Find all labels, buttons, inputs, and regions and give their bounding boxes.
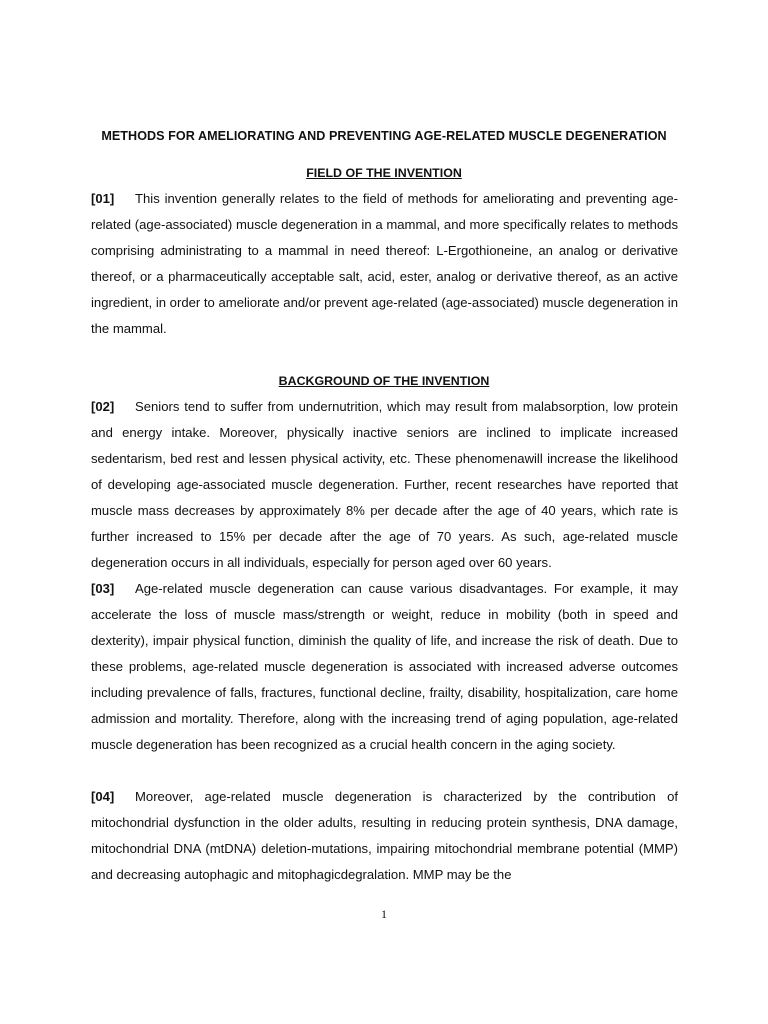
section-heading-field: FIELD OF THE INVENTION [306,166,462,180]
paragraph-text: Seniors tend to suffer from undernutrition, which may result from malabsorption, low protein and energy intake. Moreover, physically inactive seniors are inclined to implicate increased sedentarism, bed rest and lessen physical activity, etc. These phenomenawill increase the likelihood of developing age-associated muscle degeneration. Further, recent researches have reported that muscle mass decreases by approximately 8% per decade after the age of 40 years, which rate is further increased to 15% per decade after the age of 70 years. As such, age-related muscle degeneration occurs in all individuals, especially for person aged over 60 years. [91,399,678,570]
paragraph-number: [01] [91,191,115,206]
page-number: 1 [381,907,387,921]
paragraph-01 [91,186,678,342]
paragraph-number: [02] [91,399,115,414]
section-heading-background: BACKGROUND OF THE INVENTION [278,374,490,388]
paragraph-text: This invention generally relates to the field of methods for ameliorating and preventing age-related (age-associated) muscle degeneration in a mammal, and more specifically relates to methods comprising administrating to a mammal in need thereof: L-Ergothioneine, an analog or derivative thereof, or a pharmaceutically acceptable salt, acid, ester, analog or derivative thereof, as an active ingredient, in order to ameliorate and/or prevent age-related (age-associated) muscle degeneration in the mammal. [91,191,678,336]
paragraph-number: [04] [91,789,115,804]
paragraph-04 [91,784,678,888]
paragraph-text: Age-related muscle degeneration can cause various disadvantages. For example, it may accelerate the loss of muscle mass/strength or weight, reduce in mobility (both in speed and dexterity), impair physical function, diminish the quality of life, and increase the risk of death. Due to these problems, age-related muscle degeneration is associated with increased adverse outcomes including prevalence of falls, fractures, functional decline, frailty, disability, hospitalization, care home admission and mortality. Therefore, along with the increasing trend of aging population, age-related muscle degeneration has been recognized as a crucial health concern in the aging society. [91,581,678,752]
document-title: METHODS FOR AMELIORATING AND PREVENTING AGE-RELATED MUSCLE DEGENERATION [101,129,667,143]
paragraph-03 [91,576,678,758]
paragraph-text: Moreover, age-related muscle degeneration is characterized by the contribution of mitochondrial dysfunction in the older adults, resulting in reducing protein synthesis, DNA damage, mitochondrial DNA (mtDNA) deletion-mutations, impairing mitochondrial membrane potential (MMP) and decreasing autophagic and mitophagicdegralation. MMP may be the [91,789,678,882]
paragraph-02 [91,394,678,576]
paragraph-number: [03] [91,581,115,596]
